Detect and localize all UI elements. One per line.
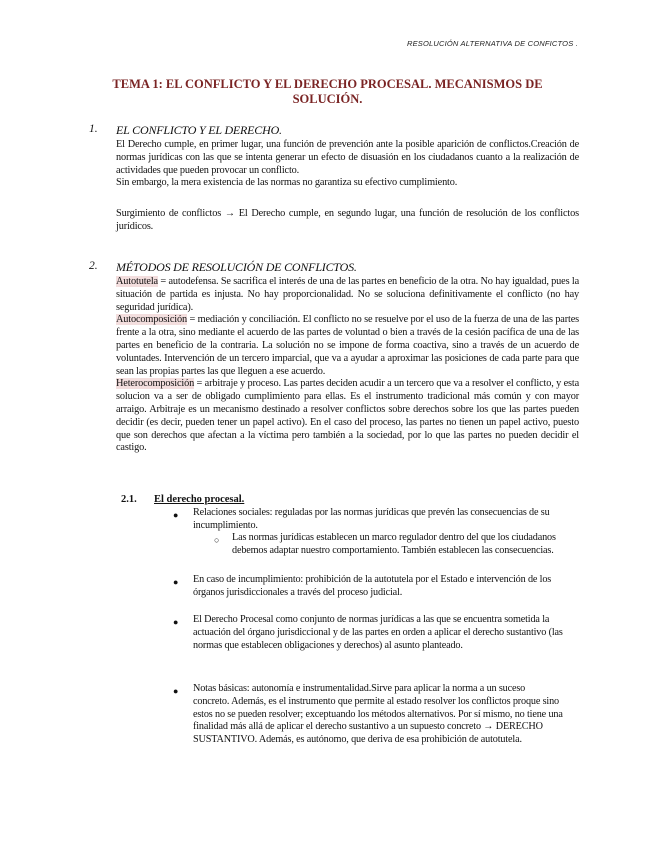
sub-bullet-item: Las normas jurídicas establecen un marco regulador dentro del que los ciudadanos debemos adaptar nuestro comportamiento. También establecen las consecuencias. [232, 532, 556, 556]
bullet-item: En caso de incumplimiento: prohibición de la autotutela por el Estado e intervención de los órganos jurisdiccionales a través del proceso judicial. [193, 574, 552, 598]
section-2-number: 2. [89, 260, 98, 272]
section-2-body [116, 276, 579, 455]
paragraph: Sin embargo, la mera existencia de las normas no garantiza su efectivo cumplimiento. [116, 177, 458, 189]
bullet-icon: ● [173, 510, 179, 520]
term-autocomposicion: Autocomposición [116, 314, 187, 326]
autotutela-paragraph [116, 276, 579, 314]
bullet-item: Notas básicas: autonomía e instrumentalidad.Sirve para aplicar la norma a un suceso concreto. Además, es el instrumento que permite al estado resolver los conflictos proque sino estos no se pueden resolver; exceptuando los métodos alternativos. Por sí mismo, no tiene una finalidad más allá de aplicar el derecho sustantivo a un supuesto concreto → DERECHO SUSTANTIVO. Además, es autónomo, que deriva de esa prohibición de autotutela. [193, 683, 563, 746]
bullet-icon: ● [173, 577, 179, 587]
paragraph: Surgimiento de conflictos → El Derecho cumple, en segundo lugar, una función de resolución de los conflictos jurídicos. [116, 208, 579, 232]
section-1-conflict-paragraph [116, 208, 579, 234]
paragraph: El Derecho cumple, en primer lugar, una función de prevención ante la posible aparición de conflictos.Creación de normas jurídicas con las que se intenta generar un efecto de disuasión en los ciudadanos cuanto a la realización de actividades que pueden provocar un conflicto. [116, 139, 579, 176]
subsection-number: 2.1. [121, 494, 137, 505]
subsection-heading: El derecho procesal. [154, 494, 245, 505]
document-title: TEMA 1: EL CONFLICTO Y EL DERECHO PROCESAL. MECANISMOS DE SOLUCIÓN. [112, 77, 543, 106]
term-heterocomposicion: Heterocomposición [116, 378, 195, 390]
section-1-heading: EL CONFLICTO Y EL DERECHO. [116, 123, 282, 137]
section-1-number: 1. [89, 123, 98, 135]
definition-text: = arbitraje y proceso. Las partes deciden acudir a un tercero que va a resolver el conflicto, y esta solucion va a ser de obligado cumplimiento para ellas. Es el instrumento tradicional más común y con mayor arraigo. Arbitraje es un mecanismo destinado a resolver conflictos sobre derechos sobre los que las partes pueden decidir (es decir, pueden tener un papel activo). En el caso del proceso, las partes no tienen un papel activo, puesto que son derechos que afectan a la víctima pero también a la sociedad, por lo que las partes no pueden decidir el castigo. [116, 378, 579, 454]
section-1-body [116, 139, 579, 190]
autocomposicion-paragraph [116, 314, 579, 378]
bullet-item: El Derecho Procesal como conjunto de normas jurídicas a las que se encuentra sometida la actuación del órgano jurisdiccional y de las partes en orden a aplicar el derecho sustantivo (las normas que establecen obligaciones y derechos) al asunto planteado. [193, 614, 563, 651]
bullet-item: Relaciones sociales: reguladas por las normas jurídicas que prevén las consecuencias de su incumplimiento. [193, 507, 550, 531]
definition-text: = autodefensa. Se sacrifica el interés de una de las partes en beneficio de la otra. No hay igualdad, pues la situación de partida es injusta. No hay proporcionalidad. No se soluciona definitivamente el conflicto (no hay seguridad jurídica). [116, 276, 579, 313]
sub-bullet-icon: ○ [214, 535, 220, 545]
section-2-heading: MÉTODOS DE RESOLUCIÓN DE CONFLICTOS. [116, 260, 357, 274]
running-header: RESOLUCIÓN ALTERNATIVA DE CONFICTOS . [406, 39, 578, 48]
bullet-icon: ● [173, 617, 179, 627]
heterocomposicion-paragraph [116, 378, 579, 455]
term-autotutela: Autotutela [116, 276, 158, 287]
bullet-icon: ● [173, 686, 179, 696]
definition-text: = mediación y conciliación. El conflicto no se resuelve por el uso de la fuerza de una de las partes frente a la otra, sino mediante el acuerdo de las partes de voluntad o bien a través de la cesión pacífica de una de las partes en beneficio de la contraria. La solución no se impone de forma coactiva, sino a través de un acuerdo de voluntades. Intervención de un tercero imparcial, que va a ayudar a aproximar las posiciones de cada parte para que sean las propias partes las que lleguen a ese acuerdo. [116, 314, 579, 377]
